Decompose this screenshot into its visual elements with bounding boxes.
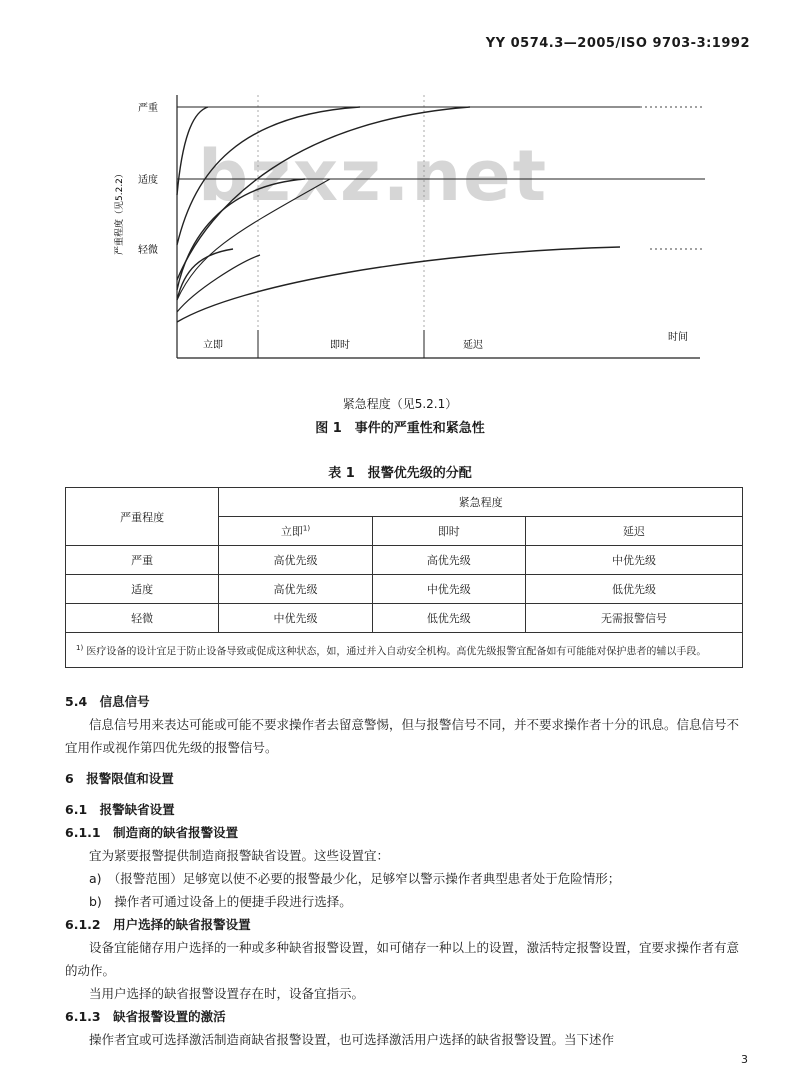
priority-cell: 中优先级 — [525, 546, 742, 575]
page-header: YY 0574.3—2005/ISO 9703-3:1992 — [485, 36, 750, 51]
priority-cell: 高优先级 — [219, 575, 372, 604]
x-segment-label: 即时 — [330, 340, 350, 351]
curve-moderate-a — [177, 179, 305, 290]
paragraph: 宜为紧要报警提供制造商报警缺省设置。这些设置宜： — [89, 848, 390, 863]
col-header-severity: 严重程度 — [66, 488, 219, 546]
y-level-label: 适度 — [138, 175, 158, 186]
y-axis-label: 严重程度（见5.2.2） — [115, 169, 125, 255]
list-item: a) （报警范围）足够宽以使不必要的报警最少化，足够窄以警示操作者典型患者处于危险情形； — [89, 871, 621, 886]
priority-cell: 无需报警信号 — [525, 604, 742, 633]
table-row — [66, 546, 743, 575]
watermark: bzxz.net — [198, 135, 549, 217]
paragraph: 信息信号用来表达可能或可能不要求操作者去留意警惕，但与报警信号不同，并不要求操作者十分的讯息。信息信号不宜用作或视作第四优先级的报警信号。 — [65, 717, 740, 755]
y-level-label: 轻微 — [138, 245, 158, 256]
y-level-label: 严重 — [138, 103, 158, 114]
priority-cell: 中优先级 — [372, 575, 525, 604]
alarm-priority-table — [65, 487, 743, 668]
figure-title: 图 1 事件的严重性和紧急性 — [315, 421, 485, 436]
table-caption: 表 1 报警优先级的分配 — [328, 466, 472, 481]
table-row — [66, 604, 743, 633]
col-header-urgency: 紧急程度 — [219, 488, 743, 517]
priority-cell: 低优先级 — [372, 604, 525, 633]
priority-cell: 低优先级 — [525, 575, 742, 604]
section-heading: 5.4 信息信号 — [65, 694, 150, 709]
section-heading: 6.1.3 缺省报警设置的激活 — [65, 1009, 226, 1024]
urgency-level-header: 立即$^{1)}$ — [219, 517, 372, 546]
priority-cell: 高优先级 — [219, 546, 372, 575]
figure-x-caption: 紧急程度（见5.2.1） — [342, 397, 458, 411]
severity-urgency-figure — [0, 0, 800, 400]
section-heading: 6.1.1 制造商的缺省报警设置 — [65, 825, 239, 840]
table-footnote: $^{1)}$ 医疗设备的设计宜足于防止设备导致或促成这种状态，如，通过并入自动安全机构。高优先级报警宜配备如有可能能对保护患者的辅以手段。 — [66, 633, 743, 668]
severity-cell: 严重 — [66, 546, 219, 575]
curve-severe-prompt — [177, 107, 360, 245]
urgency-level-header: 即时 — [372, 517, 525, 546]
severity-cell: 轻微 — [66, 604, 219, 633]
x-segment-label: 立即 — [203, 340, 223, 351]
page-number: 3 — [741, 1053, 748, 1066]
list-item: b) 操作者可通过设备上的便捷手段进行选择。 — [89, 894, 352, 909]
paragraph: 当用户选择的缺省报警设置存在时，设备宜指示。 — [89, 986, 365, 1001]
curve-mild-delayed — [177, 247, 620, 322]
x-segment-label: 延迟 — [463, 340, 483, 351]
section-heading: 6.1 报警缺省设置 — [65, 802, 175, 817]
paragraph: 操作者宜或可选择激活制造商缺省报警设置，也可选择激活用户选择的缺省报警设置。当下述作 — [89, 1032, 615, 1047]
curve-severe-delayed — [177, 107, 470, 280]
curve-moderate-b — [177, 179, 330, 300]
urgency-level-header: 延迟 — [525, 517, 742, 546]
priority-cell: 高优先级 — [372, 546, 525, 575]
table-row — [66, 575, 743, 604]
section-heading: 6 报警限值和设置 — [65, 771, 174, 786]
priority-cell: 中优先级 — [219, 604, 372, 633]
curve-mild-immediate — [177, 249, 233, 300]
severity-cell: 适度 — [66, 575, 219, 604]
body-text — [65, 690, 745, 1051]
paragraph: 设备宜能储存用户选择的一种或多种缺省报警设置，如可储存一种以上的设置，激活特定报警设置，宜要求操作者有意的动作。 — [65, 940, 740, 978]
section-heading: 6.1.2 用户选择的缺省报警设置 — [65, 917, 251, 932]
x-axis-label: 时间 — [668, 332, 688, 343]
